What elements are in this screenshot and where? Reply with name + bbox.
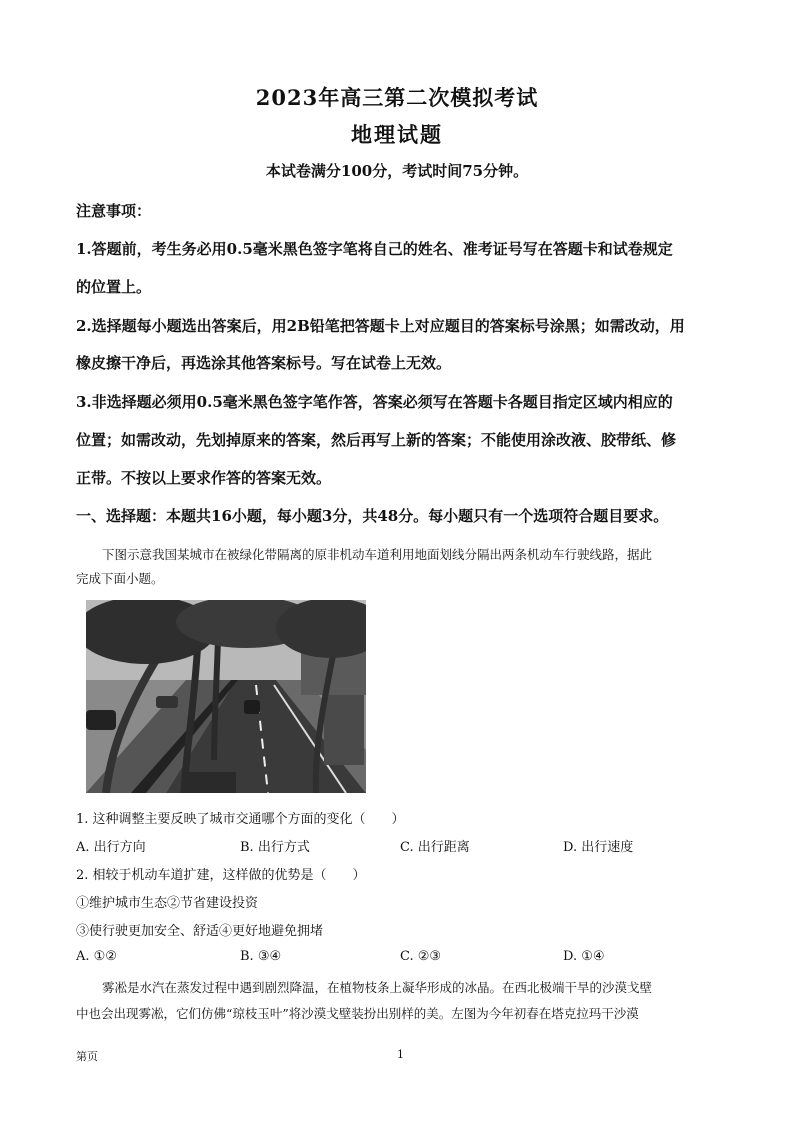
question-1-option-b[interactable]: B. 出行方式 bbox=[240, 840, 310, 855]
passage-line: 中也会出现雾凇，它们仿佛“琼枝玉叶”将沙漠戈壁装扮出别样的美。左图为今年初春在塔克拉玛干沙漠 bbox=[76, 1006, 639, 1021]
notes-line: 的位置上。 bbox=[76, 278, 152, 296]
question-2-option-d[interactable]: D. ①④ bbox=[563, 949, 605, 964]
question-2-item: ①维护城市生态②节省建设投资 bbox=[76, 896, 259, 911]
passage-line: 雾凇是水汽在蒸发过程中遇到剧烈降温，在植物枝条上凝华形成的冰晶。在西北极端干旱的沙漠戈壁 bbox=[102, 980, 653, 995]
intro-line: 完成下面小题。 bbox=[76, 571, 164, 586]
question-1-option-c[interactable]: C. 出行距离 bbox=[400, 840, 470, 855]
question-2-stem: 2. 相较于机动车道扩建，这样做的优势是（ ） bbox=[76, 868, 366, 883]
question-1-option-a[interactable]: A. 出行方向 bbox=[76, 840, 146, 855]
notes-line: 橡皮擦干净后，再选涂其他答案标号。写在试卷上无效。 bbox=[76, 354, 452, 372]
question-2-item: ③使行驶更加安全、舒适④更好地避免拥堵 bbox=[76, 924, 324, 939]
exam-subject: 地理试题 bbox=[351, 122, 443, 147]
notes-heading: 注意事项： bbox=[76, 202, 152, 220]
notes-line: 1.答题前，考生务必用0.5毫米黑色签字笔将自己的姓名、准考证号写在答题卡和试卷规定 bbox=[76, 240, 673, 258]
question-2-option-c[interactable]: C. ②③ bbox=[400, 949, 442, 964]
question-2-option-a[interactable]: A. ①② bbox=[76, 949, 117, 964]
question-1-stem: 1. 这种调整主要反映了城市交通哪个方面的变化（ ） bbox=[76, 812, 405, 827]
footer-page-number: 1 bbox=[397, 1048, 404, 1061]
question-2-option-b[interactable]: B. ③④ bbox=[240, 949, 282, 964]
section-heading: 一、选择题：本题共16小题，每小题3分，共48分。每小题只有一个选项符合题目要求。 bbox=[76, 507, 669, 525]
street-photo-drawing bbox=[86, 600, 366, 793]
footer-page-label: 第页 bbox=[76, 1050, 98, 1063]
question-1-option-d[interactable]: D. 出行速度 bbox=[563, 840, 634, 855]
exam-subtitle: 本试卷满分100分，考试时间75分钟。 bbox=[265, 162, 529, 180]
notes-line: 正带。不按以上要求作答的答案无效。 bbox=[76, 469, 332, 487]
notes-line: 2.选择题每小题选出答案后，用2B铅笔把答题卡上对应题目的答案标号涂黑；如需改动，用 bbox=[76, 317, 685, 335]
street-photo bbox=[86, 600, 366, 793]
notes-line: 3.非选择题必须用0.5毫米黑色签字笔作答，答案必须写在答题卡各题目指定区域内相应的 bbox=[76, 393, 673, 411]
exam-title: 2023年高三第二次模拟考试 bbox=[255, 85, 539, 110]
intro-line: 下图示意我国某城市在被绿化带隔离的原非机动车道利用地面划线分隔出两条机动车行驶线路，据此 bbox=[102, 547, 653, 562]
notes-line: 位置；如需改动，先划掉原来的答案，然后再写上新的答案；不能使用涂改液、胶带纸、修 bbox=[76, 431, 677, 449]
